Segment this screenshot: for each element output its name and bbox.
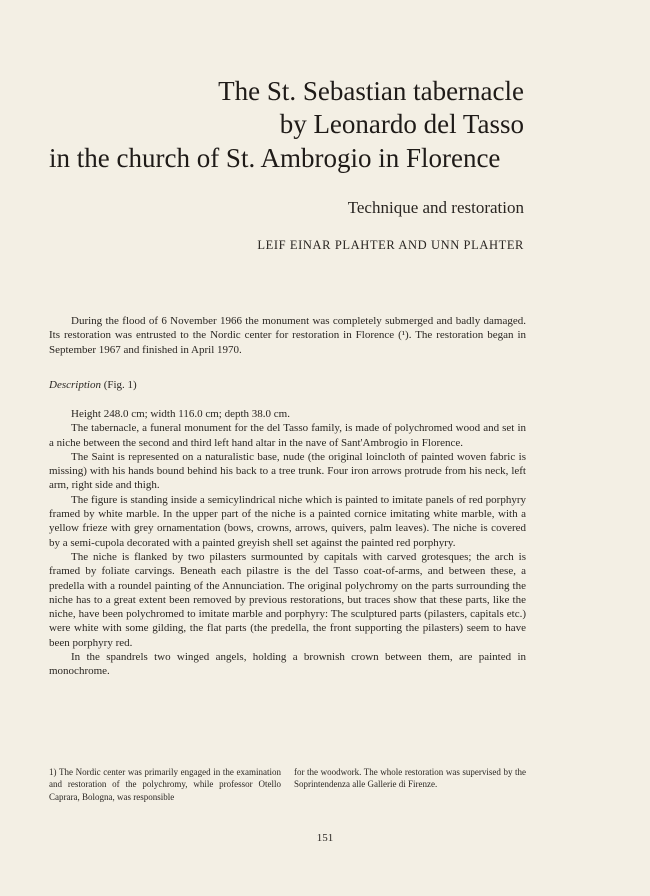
page-number: 151 — [316, 832, 334, 844]
title-line-3: in the church of St. Ambrogio in Florence — [49, 143, 501, 173]
intro-section — [49, 314, 526, 357]
description-paragraph: The figure is standing inside a semicylindrical niche which is painted to imitate panels of red porphyry framed by white marble. In the upper part of the niche is a painted cornice imitating white marble, with a yellow frieze with grey ornamentation (bows, crowns, arrows, quivers, palm leaves). The niche is covered by a semi-cupola decorated with a painted greyish shell set against the painted red porphyry. — [49, 493, 526, 549]
description-paragraph: The niche is flanked by two pilasters surmounted by capitals with carved grotesques; the arch is framed by foliate carvings. Beneath each pilastre is the del Tasso coat-of-arms, and between these, a predella with a roundel painting of the Annunciation. The original polychromy on the parts surrounding the niche has to a great extent been removed by previous restorations, but traces show that these parts, like the niche, have been polychromed to imitate marble and porphyry: The sculptured parts (pilasters, capitals etc.) were white with some gilding, the flat parts (the predella, the front supporting the pilasters) seem to have been porphyry red. — [49, 550, 526, 649]
figure-reference: (Fig. 1) — [103, 379, 137, 391]
description-paragraph: The Saint is represented on a naturalistic base, nude (the original loincloth of painted woven fabric is missing) with his hands bound behind his back to a tree trunk. Four iron arrows protrude from his neck, left arm, right side and thigh. — [49, 450, 526, 492]
description-paragraph: Height 248.0 cm; width 116.0 cm; depth 38.0 cm. — [71, 408, 290, 420]
description-paragraph: The tabernacle, a funeral monument for the del Tasso family, is made of polychromed wood and set in a niche between the second and third left hand altar in the nave of Sant'Ambrogio in Florence. — [49, 422, 526, 449]
section-heading-title: Description — [49, 379, 101, 391]
section-heading-description — [49, 378, 137, 392]
authors: LEIF EINAR PLAHTER AND UNN PLAHTER — [257, 238, 524, 252]
footnotes — [49, 766, 526, 803]
title-line-2: by Leonardo del Tasso — [279, 109, 524, 139]
subtitle: Technique and restoration — [347, 198, 524, 217]
footnote-right-column: for the woodwork. The whole restoration was supervised by the Soprintendenza alle Gallerie di Firenze. — [294, 767, 526, 790]
description-section — [49, 407, 526, 679]
title-line-1: The St. Sebastian tabernacle — [218, 76, 524, 106]
footnote-left-column: 1) The Nordic center was primarily engaged in the examination and restoration of the polychromy, while professor Otello Caprara, Bologna, was responsible — [49, 767, 281, 802]
description-paragraph: In the spandrels two winged angels, holding a brownish crown between them, are painted in monochrome. — [49, 651, 526, 678]
intro-paragraph: During the flood of 6 November 1966 the monument was completely submerged and badly damaged. Its restoration was entrusted to the Nordic center for restoration in Florence (¹). The restoration began in September 1967 and finished in April 1970. — [49, 315, 526, 356]
